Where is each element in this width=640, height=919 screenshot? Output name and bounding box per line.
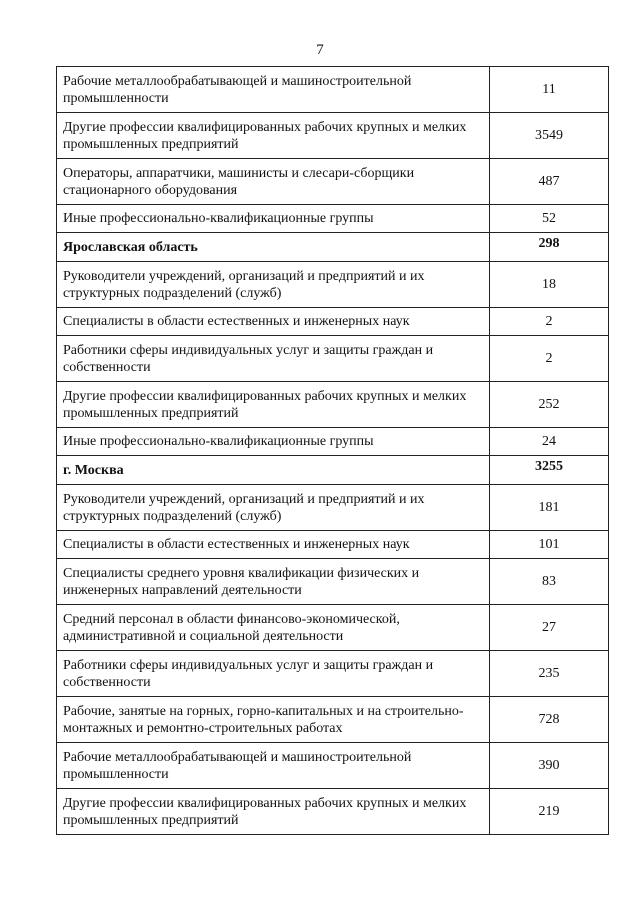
region-name: Ярославская область [57, 233, 490, 262]
occupation-label: Руководители учреждений, организаций и предприятий и их структурных подразделений (служб) [57, 485, 490, 531]
count-value: 52 [490, 205, 609, 233]
table-row [57, 205, 609, 233]
count-value: 83 [490, 559, 609, 605]
table-row [57, 428, 609, 456]
occupation-label: Другие профессии квалифицированных рабочих крупных и мелких промышленных предприятий [57, 113, 490, 159]
occupation-label: Операторы, аппаратчики, машинисты и слесари-сборщики стационарного оборудования [57, 159, 490, 205]
occupation-label: Средний персонал в области финансово-экономической, административной и социальной деятельности [57, 605, 490, 651]
occupation-label: Рабочие металлообрабатывающей и машиностроительной промышленности [57, 743, 490, 789]
count-value: 11 [490, 67, 609, 113]
occupation-label: Специалисты в области естественных и инженерных наук [57, 531, 490, 559]
count-value: 101 [490, 531, 609, 559]
table-row [57, 743, 609, 789]
count-value: 2 [490, 336, 609, 382]
occupation-label: Рабочие, занятые на горных, горно-капитальных и на строительно-монтажных и ремонтно-строительных работах [57, 697, 490, 743]
count-value: 24 [490, 428, 609, 456]
count-value: 252 [490, 382, 609, 428]
table-row [57, 382, 609, 428]
region-total: 3255 [490, 456, 609, 485]
occupation-label: Другие профессии квалифицированных рабочих крупных и мелких промышленных предприятий [57, 789, 490, 835]
count-value: 728 [490, 697, 609, 743]
count-value: 181 [490, 485, 609, 531]
table-row [57, 113, 609, 159]
table-row [57, 485, 609, 531]
occupation-label: Иные профессионально-квалификационные группы [57, 428, 490, 456]
count-value: 390 [490, 743, 609, 789]
occupation-label: Другие профессии квалифицированных рабочих крупных и мелких промышленных предприятий [57, 382, 490, 428]
count-value: 2 [490, 308, 609, 336]
occupation-label: Работники сферы индивидуальных услуг и защиты граждан и собственности [57, 651, 490, 697]
table-row [57, 697, 609, 743]
occupation-label: Специалисты среднего уровня квалификации физических и инженерных направлений деятельности [57, 559, 490, 605]
count-value: 235 [490, 651, 609, 697]
table-row [57, 67, 609, 113]
region-row [57, 456, 609, 485]
table-row [57, 336, 609, 382]
count-value: 27 [490, 605, 609, 651]
region-name: г. Москва [57, 456, 490, 485]
count-value: 3549 [490, 113, 609, 159]
table-row [57, 789, 609, 835]
table-row [57, 605, 609, 651]
page-number: 7 [316, 42, 324, 58]
table-row [57, 262, 609, 308]
table-body [57, 67, 609, 835]
count-value: 487 [490, 159, 609, 205]
data-table [56, 66, 609, 835]
occupation-label: Работники сферы индивидуальных услуг и защиты граждан и собственности [57, 336, 490, 382]
count-value: 18 [490, 262, 609, 308]
count-value: 219 [490, 789, 609, 835]
table-row [57, 159, 609, 205]
table-row [57, 531, 609, 559]
table-row [57, 308, 609, 336]
region-total: 298 [490, 233, 609, 262]
occupation-label: Иные профессионально-квалификационные группы [57, 205, 490, 233]
occupation-label: Специалисты в области естественных и инженерных наук [57, 308, 490, 336]
table-row [57, 651, 609, 697]
table-row [57, 559, 609, 605]
occupation-label: Рабочие металлообрабатывающей и машиностроительной промышленности [57, 67, 490, 113]
region-row [57, 233, 609, 262]
occupation-label: Руководители учреждений, организаций и предприятий и их структурных подразделений (служб) [57, 262, 490, 308]
